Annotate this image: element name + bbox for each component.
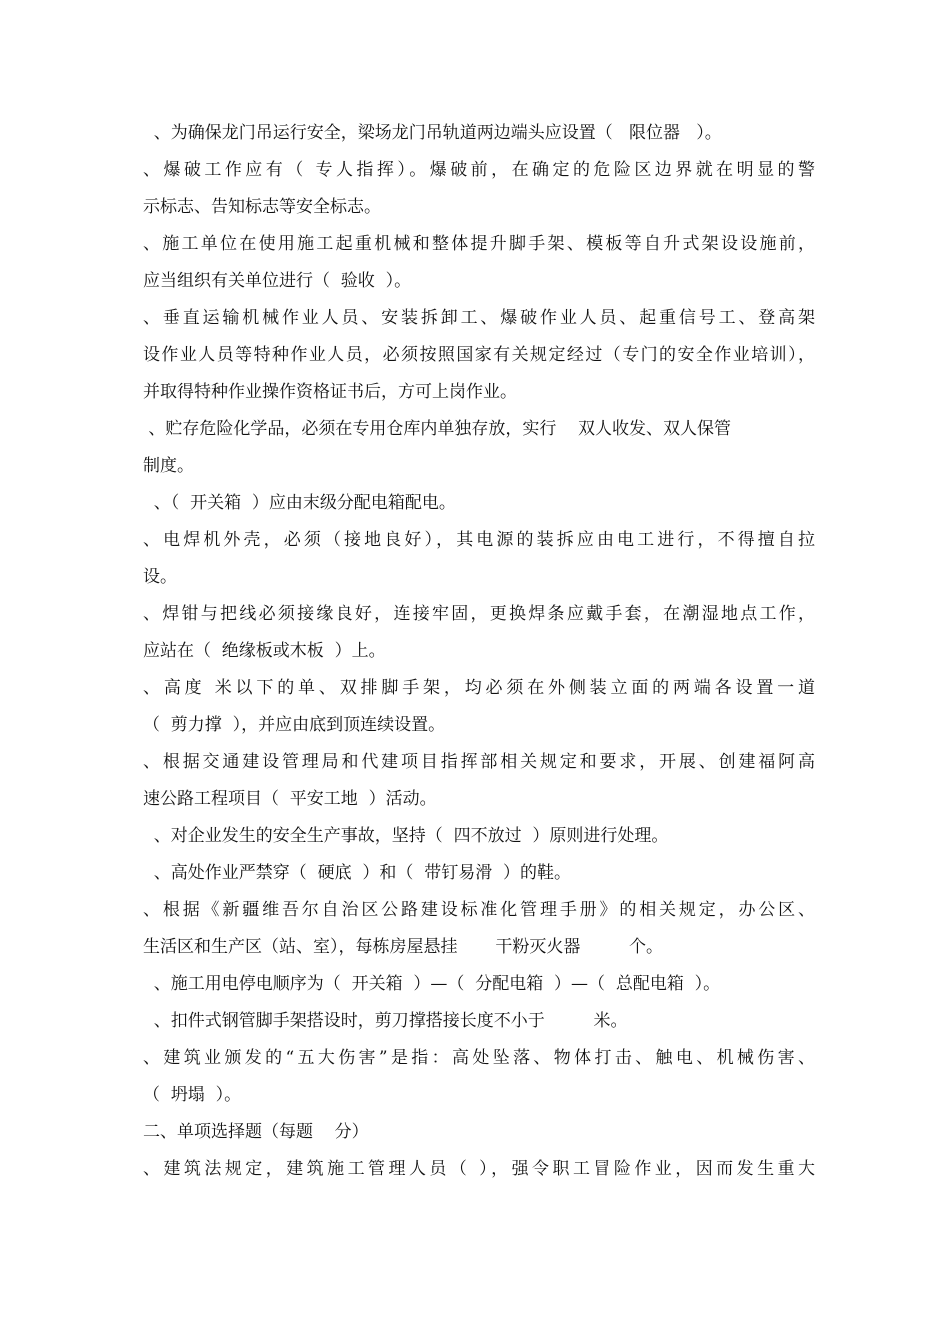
text-line-q13a: 、根据《新疆维吾尔自治区公路建设标准化管理手册》的相关规定，办公区、 — [143, 900, 815, 920]
text-line-q16b: （ 坍塌 ）。 — [143, 1085, 242, 1105]
text-line-q13b: 生活区和生产区（站、室），每栋房屋悬挂 干粉灭火器 个。 — [143, 937, 663, 957]
text-line-q10b: 速公路工程项目（ 平安工地 ）活动。 — [143, 789, 437, 809]
text-line-q5a: 、贮存危险化学品，必须在专用仓库内单独存放，实行 双人收发、双人保管 — [143, 419, 732, 439]
text-line-q3a: 、施工单位在使用施工起重机械和整体提升脚手架、模板等自升式架设设施前， — [143, 234, 815, 254]
text-line-q9b: （ 剪力撑 ），并应由底到顶连续设置。 — [143, 715, 446, 735]
text-line-q16a: 、建筑业颁发的“五大伤害”是指：高处坠落、物体打击、触电、机械伤害、 — [143, 1048, 815, 1068]
text-line-q1: 、为确保龙门吊运行安全，梁场龙门吊轨道两边端头应设置（ 限位器 ）。 — [143, 123, 722, 143]
text-line-choice1: 、建筑法规定，建筑施工管理人员（ ），强令职工冒险作业，因而发生重大 — [143, 1159, 815, 1179]
document-body — [143, 115, 815, 1188]
text-line-q4c: 并取得特种作业操作资格证书后，方可上岗作业。 — [143, 382, 517, 402]
text-line-q2b: 示标志、告知标志等安全标志。 — [143, 197, 381, 217]
text-line-q5b: 制度。 — [143, 456, 194, 476]
text-line-q8a: 、焊钳与把线必须接缘良好，连接牢固，更换焊条应戴手套，在潮湿地点工作， — [143, 604, 815, 624]
text-line-q6: 、（ 开关箱 ）应由末级分配电箱配电。 — [143, 493, 456, 513]
text-line-q14: 、施工用电停电顺序为（ 开关箱 ）—（ 分配电箱 ）—（ 总配电箱 ）。 — [143, 974, 721, 994]
text-line-q15: 、扣件式钢管脚手架搭设时，剪刀撑搭接长度不小于 米。 — [143, 1011, 628, 1031]
text-line-q4b: 设作业人员等特种作业人员，必须按照国家有关规定经过（专门的安全作业培训）， — [143, 345, 815, 365]
text-line-q12: 、高处作业严禁穿（ 硬底 ）和（ 带钉易滑 ）的鞋。 — [143, 863, 572, 883]
text-line-q2a: 、爆破工作应有（ 专人指挥）。爆破前，在确定的危险区边界就在明显的警 — [143, 160, 815, 180]
section-heading: 二、单项选择题（每题 分） — [143, 1122, 369, 1142]
text-line-q9a: 、高度 米以下的单、双排脚手架，均必须在外侧装立面的两端各设置一道 — [143, 678, 815, 698]
text-line-q8b: 应站在（ 绝缘板或木板 ）上。 — [143, 641, 386, 661]
text-line-q7b: 设。 — [143, 567, 177, 587]
text-line-q11: 、对企业发生的安全生产事故，坚持（ 四不放过 ）原则进行处理。 — [143, 826, 669, 846]
text-line-q7a: 、电焊机外壳，必须（接地良好），其电源的装拆应由电工进行，不得擅自拉 — [143, 530, 815, 550]
text-line-q10a: 、根据交通建设管理局和代建项目指挥部相关规定和要求，开展、创建福阿高 — [143, 752, 815, 772]
text-line-q3b: 应当组织有关单位进行（ 验收 ）。 — [143, 271, 412, 291]
text-line-q4a: 、垂直运输机械作业人员、安装拆卸工、爆破作业人员、起重信号工、登高架 — [143, 308, 815, 328]
